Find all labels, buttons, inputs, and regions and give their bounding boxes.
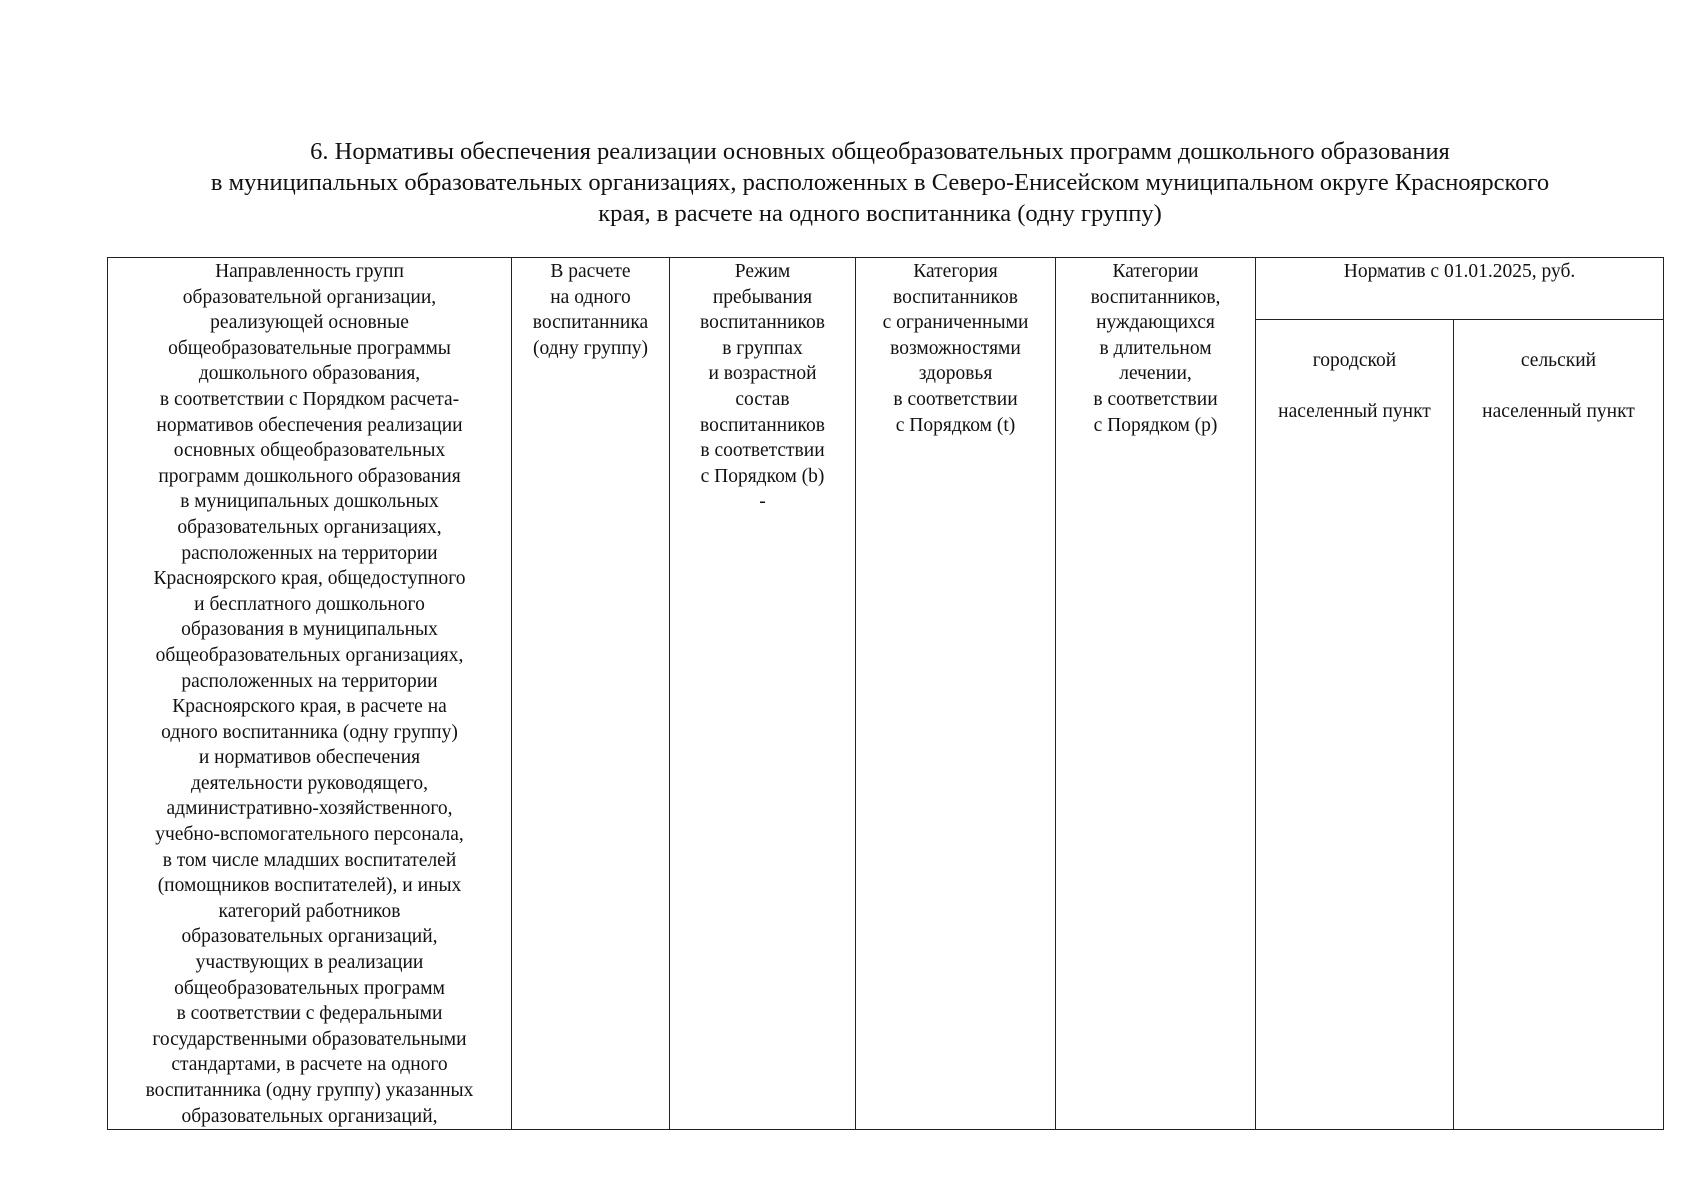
- page-title: [110, 136, 1650, 229]
- title-line-2: в муниципальных образовательных организациях, расположенных в Северо-Енисейском муниципальном округе Красноярского: [210, 169, 1550, 196]
- urban-label-line-1: городской: [1312, 349, 1397, 371]
- column-header-disabled-category: Категория воспитанников с ограниченными возможностями здоровья в соответствии с Порядком (t): [856, 258, 1056, 1130]
- column-header-normative-2025: Норматив с 01.01.2025, руб.: [1256, 258, 1664, 320]
- column-header-per-unit: В расчете на одного воспитанника (одну группу): [512, 258, 670, 1130]
- column-header-treatment-category: Категории воспитанников, нуждающихся в длительном лечении, в соответствии с Порядком (p): [1056, 258, 1256, 1130]
- column-header-stay-regime: Режим пребывания воспитанников в группах и возрастной состав воспитанников в соответствии с Порядком (b) -: [670, 258, 856, 1130]
- column-header-group-direction: Направленность групп образовательной организации, реализующей основные общеобразовательные программы дошкольного образования, в соответствии с Порядком расчета- нормативов обеспечения реализации основных общеобразовательных программ дошкольного образования в муниципальных дошкольных образовательных организациях, расположенных на территории Красноярского края, общедоступного и бесплатного дошкольного образования в муниципальных общеобразовательных организациях, расположенных на территории Красноярского края, в расчете на одного воспитанника (одну группу) и нормативов обеспечения деятельности руководящего, административно-хозяйственного, учебно-вспомогательного персонала, в том числе младших воспитателей (помощников воспитателей), и иных категорий работников образовательных организаций, участвующих в реализации общеобразовательных программ в соответствии с федеральными государственными образовательными стандартами, в расчете на одного воспитанника (одну группу) указанных образовательных организаций,: [108, 258, 512, 1130]
- table-header-row: [108, 258, 1664, 320]
- rural-label-line-1: сельский: [1520, 349, 1597, 371]
- column-header-rural-settlement: [1454, 320, 1664, 1130]
- urban-label-line-2: населенный пункт: [1278, 400, 1431, 422]
- column-header-urban-settlement: [1256, 320, 1454, 1130]
- title-line-1: 6. Нормативы обеспечения реализации основных общеобразовательных программ дошкольного образования: [310, 138, 1450, 165]
- rural-label-line-2: населенный пункт: [1482, 400, 1635, 422]
- normatives-table: [107, 257, 1664, 1130]
- title-line-3: края, в расчете на одного воспитанника (одну группу): [598, 200, 1162, 227]
